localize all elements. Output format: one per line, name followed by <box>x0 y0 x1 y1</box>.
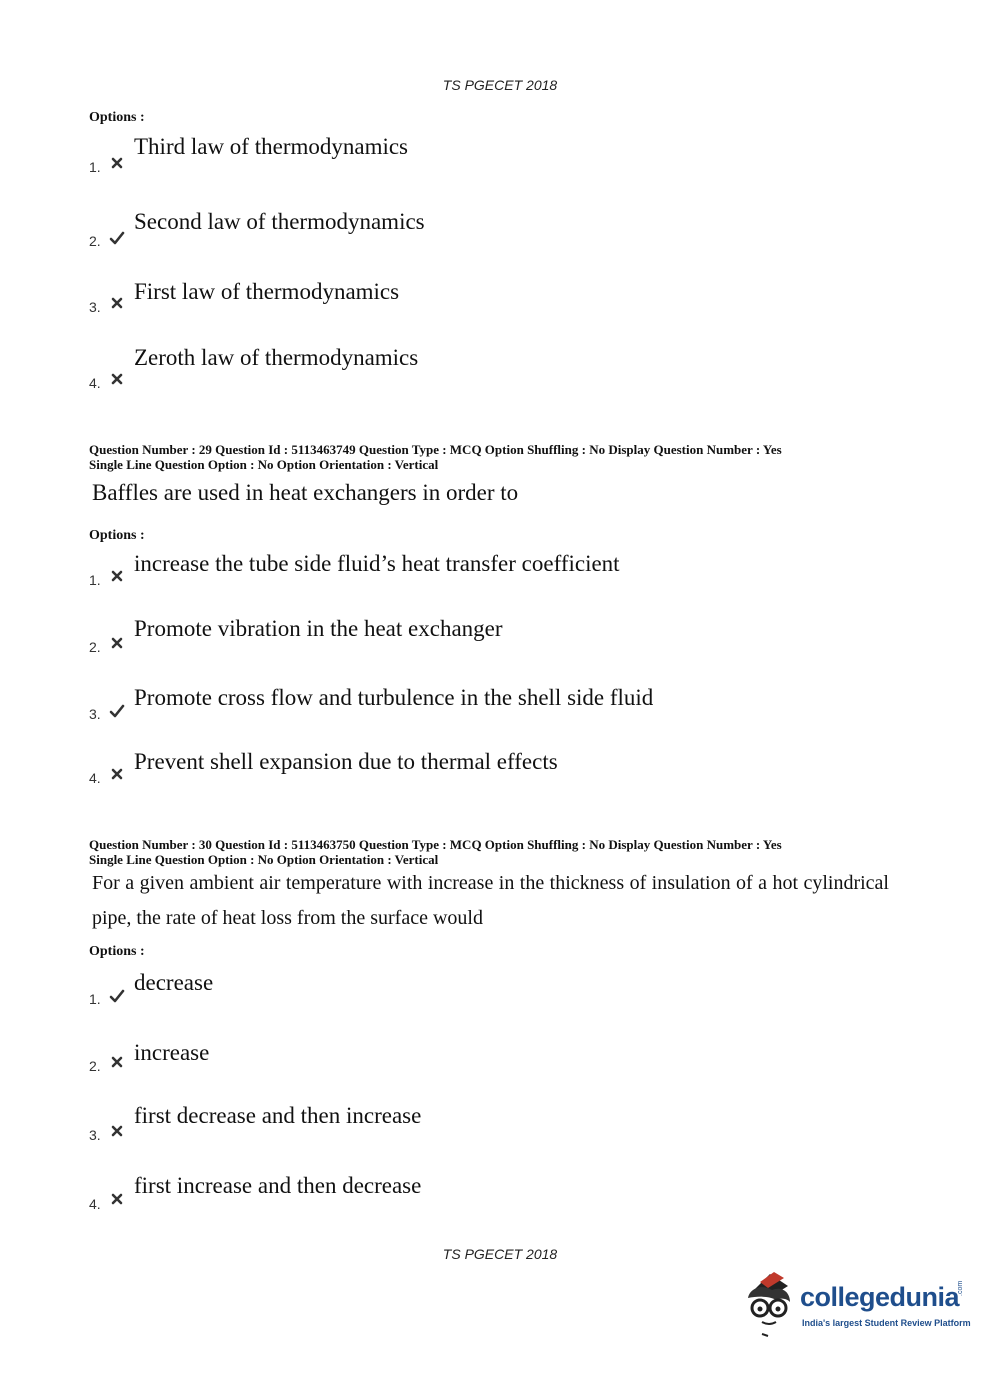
option-number: 3. <box>89 1127 101 1143</box>
option-text: first increase and then decrease <box>134 1173 422 1198</box>
cross-icon <box>109 1123 125 1139</box>
page-footer: TS PGECET 2018 <box>442 1246 558 1262</box>
option-text: first decrease and then increase <box>134 1103 422 1128</box>
option-text: Promote cross flow and turbulence in the shell side fluid <box>134 685 654 710</box>
option-number: 4. <box>89 375 101 391</box>
cross-icon <box>109 295 125 311</box>
cross-icon <box>109 371 125 387</box>
option-number: 1. <box>89 572 101 588</box>
option-number: 2. <box>89 233 101 249</box>
logo-tagline: India's largest Student Review Platform <box>802 1318 971 1328</box>
question-meta: Question Number : 30 Question Id : 5113463750 Question Type : MCQ Option Shuffling : No Display Question Number : Yes <box>89 837 782 852</box>
check-icon <box>109 230 125 246</box>
options-label: Options : <box>89 528 145 543</box>
check-icon <box>109 988 125 1004</box>
option-text: Second law of thermodynamics <box>134 209 425 234</box>
option-text: Zeroth law of thermodynamics <box>134 345 419 370</box>
option-number: 3. <box>89 706 101 722</box>
check-icon <box>109 703 125 719</box>
option-number: 3. <box>89 299 101 315</box>
mascot-icon <box>740 1268 802 1338</box>
option-text: decrease <box>134 970 214 995</box>
option-number: 2. <box>89 639 101 655</box>
question-meta: Single Line Question Option : No Option Orientation : Vertical <box>89 457 439 472</box>
collegedunia-logo <box>740 1268 970 1338</box>
option-text: Promote vibration in the heat exchanger <box>134 616 503 641</box>
option-number: 2. <box>89 1058 101 1074</box>
question-text: For a given ambient air temperature with increase in the thickness of insulation of a hot cylindrical pipe, the rate of heat loss from the surface would <box>92 872 889 929</box>
question-meta: Single Line Question Option : No Option Orientation : Vertical <box>89 852 439 867</box>
page-header: TS PGECET 2018 <box>442 77 558 93</box>
cross-icon <box>109 1191 125 1207</box>
cross-icon <box>109 568 125 584</box>
option-number: 4. <box>89 770 101 786</box>
option-text: Third law of thermodynamics <box>134 134 409 159</box>
option-text: increase <box>134 1040 210 1065</box>
options-label: Options : <box>89 110 145 125</box>
option-text: Prevent shell expansion due to thermal effects <box>134 749 558 774</box>
question-text: Baffles are used in heat exchangers in order to <box>92 480 519 505</box>
option-text: First law of thermodynamics <box>134 279 400 304</box>
cross-icon <box>109 155 125 171</box>
cross-icon <box>109 635 125 651</box>
cross-icon <box>109 1054 125 1070</box>
option-number: 4. <box>89 1196 101 1212</box>
option-number: 1. <box>89 991 101 1007</box>
option-text: increase the tube side fluid’s heat transfer coefficient <box>134 551 620 576</box>
cross-icon <box>109 766 125 782</box>
question-meta: Question Number : 29 Question Id : 5113463749 Question Type : MCQ Option Shuffling : No Display Question Number : Yes <box>89 442 782 457</box>
logo-suffix: .com <box>957 1280 964 1296</box>
option-number: 1. <box>89 159 101 175</box>
logo-wordmark: collegedunia <box>800 1282 960 1312</box>
options-label: Options : <box>89 944 145 959</box>
